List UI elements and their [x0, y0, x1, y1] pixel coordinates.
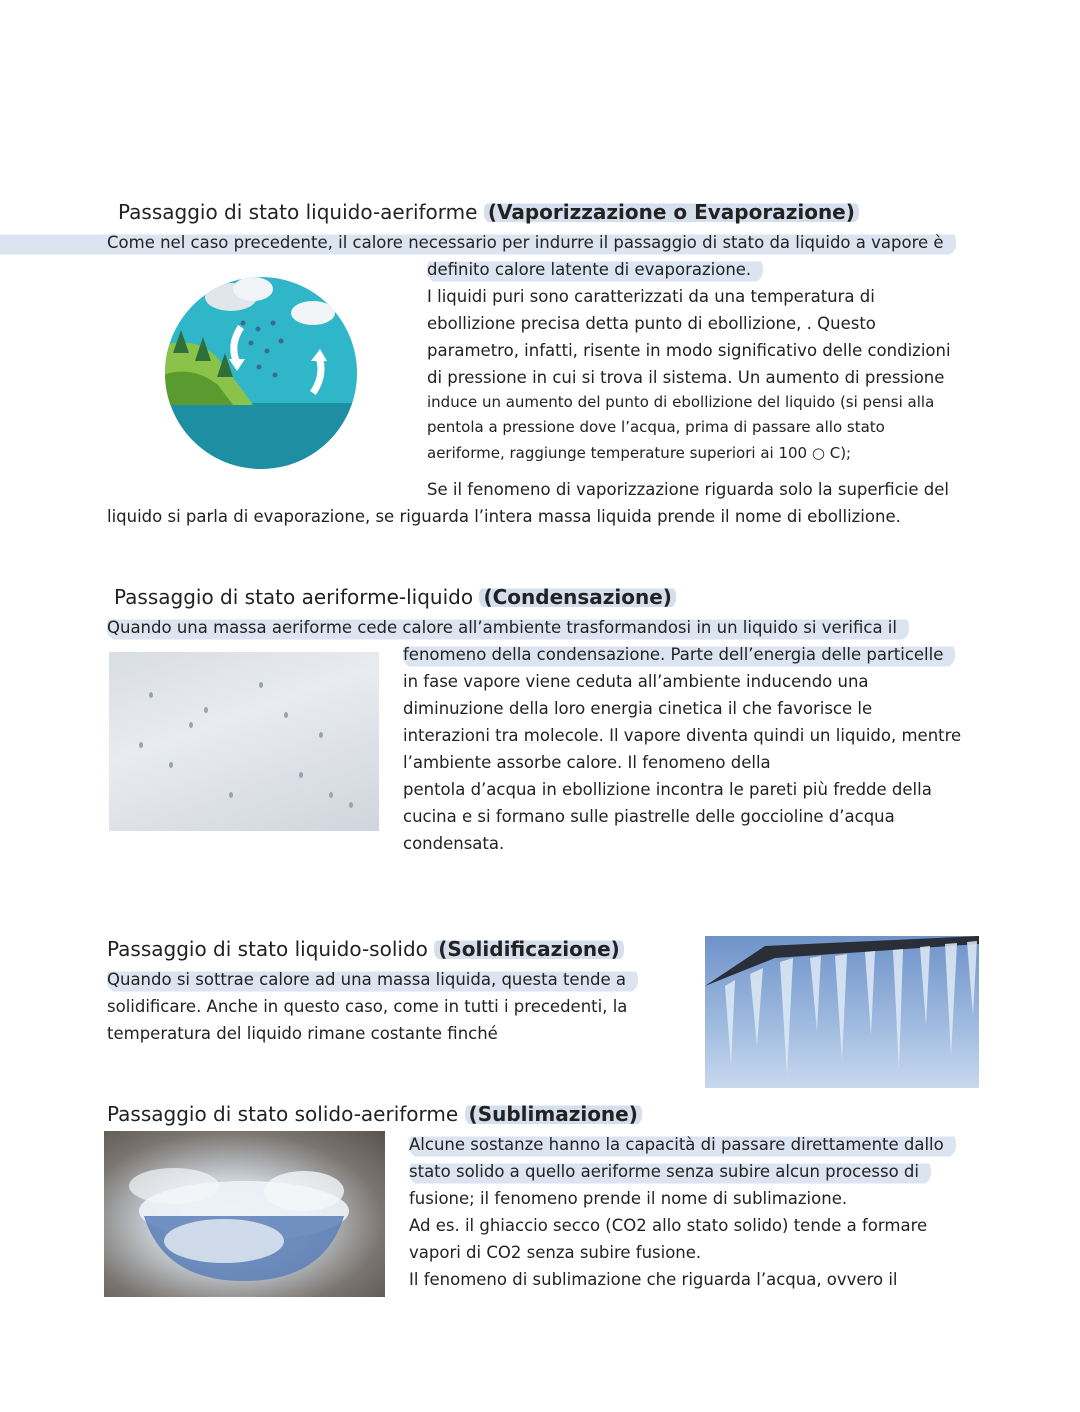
- text-line: Quando si sottrae calore ad una massa liquida, questa tende a: [107, 966, 638, 993]
- text-line: temperatura del liquido rimane costante finché: [107, 1024, 498, 1043]
- text-line: l’ambiente assorbe calore. Il fenomeno della: [403, 753, 771, 772]
- text-line: definito calore latente di evaporazione.: [427, 256, 763, 283]
- text-line: Se il fenomeno di vaporizzazione riguarda solo la superficie del: [427, 480, 949, 499]
- title-highlight: (Sublimazione): [465, 1102, 642, 1126]
- text-line: I liquidi puri sono caratterizzati da una temperatura di: [427, 287, 875, 306]
- text-line: pentola d’acqua in ebollizione incontra le pareti più fredde della: [403, 780, 932, 799]
- text-line: Ad es. il ghiaccio secco (CO2 allo stato solido) tende a formare: [409, 1216, 928, 1235]
- section-title-sublimazione: [107, 1102, 642, 1126]
- text-line: [409, 1131, 956, 1158]
- icicles-icon: [705, 936, 979, 1088]
- title-prefix: Passaggio di stato solido-aeriforme: [107, 1102, 459, 1126]
- water-cycle-illustration: [163, 275, 359, 471]
- section-title-vaporizzazione: [118, 200, 859, 224]
- title-prefix: Passaggio di stato aeriforme-liquido: [114, 585, 474, 609]
- text-line: stato solido a quello aeriforme senza subire alcun processo di: [409, 1158, 931, 1185]
- title-prefix: Passaggio di stato liquido-solido: [107, 937, 428, 961]
- title-highlight: (Vaporizzazione o Evaporazione): [484, 200, 859, 224]
- text-line: aeriforme, raggiunge temperature superiori ai 100 ○ C);: [427, 444, 852, 462]
- condensation-photo: [109, 652, 379, 831]
- section-title-condensazione: [114, 585, 676, 609]
- text-line: [0, 229, 956, 256]
- text-line: solidificare. Anche in questo caso, come in tutti i precedenti, la: [107, 997, 628, 1016]
- text-line: vapori di CO2 senza subire fusione.: [409, 1243, 702, 1262]
- text-span: Alcune sostanze hanno la capacità di passare direttamente dallo: [409, 1135, 944, 1154]
- text-line: condensata.: [403, 834, 505, 853]
- icicles-photo: [705, 936, 979, 1088]
- text-line: parametro, infatti, risente in modo significativo delle condizioni: [427, 341, 951, 360]
- text-line: cucina e si formano sulle piastrelle delle goccioline d’acqua: [403, 807, 895, 826]
- dry-ice-photo: [104, 1131, 385, 1297]
- text-line: diminuzione della loro energia cinetica il che favorisce le: [403, 699, 873, 718]
- text-span: Come nel caso precedente, il calore necessario per indurre il passaggio di stato da liquido a vapore è: [107, 233, 944, 252]
- text-line: [403, 641, 955, 668]
- text-span: di pressione in cui si trova il sistema. Un aumento di pressione: [427, 368, 945, 387]
- text-line: ebollizione precisa detta punto di ebollizione, . Questo: [427, 314, 876, 333]
- text-line: interazioni tra molecole. Il vapore diventa quindi un liquido, mentre: [403, 726, 962, 745]
- text-line: liquido si parla di evaporazione, se riguarda l’intera massa liquida prende il nome di ebollizione.: [107, 507, 901, 526]
- text-line: Quando una massa aeriforme cede calore all’ambiente trasformandosi in un liquido si verifica il: [107, 614, 909, 641]
- section-title-solidificazione: [107, 937, 624, 961]
- title-prefix: Passaggio di stato liquido-aeriforme: [118, 200, 478, 224]
- text-line: fusione; il fenomeno prende il nome di sublimazione.: [409, 1189, 848, 1208]
- dry-ice-bowl-icon: [104, 1131, 385, 1297]
- title-highlight: (Condensazione): [479, 585, 676, 609]
- text-span: fenomeno della condensazione. Parte dell’energia delle particelle: [403, 645, 944, 664]
- text-line: Il fenomeno di sublimazione che riguarda l’acqua, ovvero il: [409, 1270, 898, 1289]
- title-highlight: (Solidificazione): [434, 937, 624, 961]
- text-line: pentola a pressione dove l’acqua, prima di passare allo stato: [427, 418, 885, 436]
- text-line: induce un aumento del punto di ebollizione del liquido (si pensi alla: [427, 393, 935, 411]
- water-cycle-icon: [163, 275, 359, 471]
- text-line: in fase vapore viene ceduta all’ambiente inducendo una: [403, 672, 869, 691]
- text-line: [427, 364, 944, 391]
